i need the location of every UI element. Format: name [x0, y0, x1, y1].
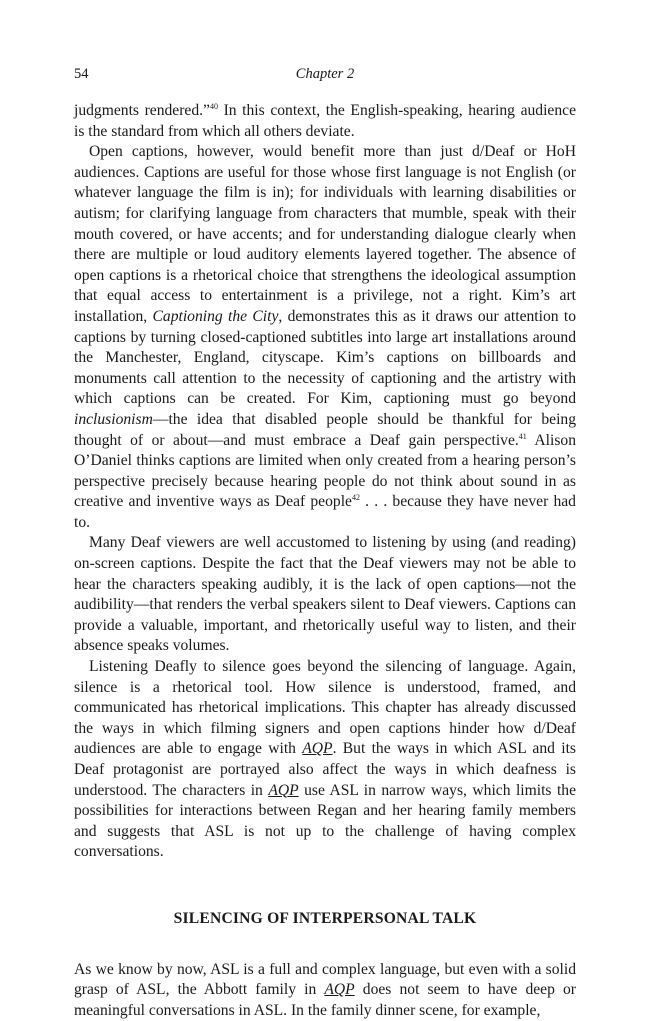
body-text [74, 101, 576, 1021]
paragraph-text: judgments rendered.” [74, 102, 210, 119]
footnote-ref: 42 [351, 493, 360, 503]
film-title: AQP [302, 740, 333, 758]
paragraph-2 [74, 142, 576, 533]
work-title: Captioning the City [152, 307, 279, 325]
paragraph-5 [74, 960, 576, 1021]
paragraph-text: Alison O’Daniel thinks captions are limited when only created from a hearing person’s perspective precisely because hearing people do not think about sound in as creative and inventive ways as Deaf people [74, 431, 576, 511]
page-number: 54 [74, 66, 89, 82]
film-title: AQP [268, 781, 299, 799]
paragraph-text: , demonstrates this as it draws our attention to captions by turning closed-captioned subtitles into large art installations around the Manchester, England, cityscape. Kim’s captions on billboards and monuments call attention to the necessity of captioning and the artistry with which captions can be created. For Kim, captioning must go beyond [74, 307, 576, 408]
paragraph-text: . But the ways in which ASL and its Deaf protagonist are portrayed also affect the ways in which deafness is understood. The characters in [74, 740, 576, 799]
paragraph-text: Open captions, however, would benefit more than just d/Deaf or HoH audiences. Captions are useful for those whose first language is not English (or whatever language the film is in); for individuals with learning disabilities or autism; for clarifying language from characters that mumble, speak with their mouth covered, or have accents; and for understanding dialogue clearly when there are multiple or loud auditory elements layered together. The absence of open captions is a rhetorical choice that strengthens the ideological assumption that equal access to entertainment is a privilege, not a right. Kim’s art installation, [74, 143, 576, 325]
paragraph-text: Many Deaf viewers are well accustomed to listening by using (and reading) on-screen captions. Despite the fact that the Deaf viewers may not be able to hear the characters speaking audibly, it is the lack of open captions—not the audibility—that renders the verbal speakers silent to Deaf viewers. Captions can provide a valuable, important, and rhetorically useful way to listen, and their absence speaks volumes. [74, 534, 576, 655]
paragraph-text: In this context, the English-speaking, hearing audience is the standard from which all others deviate. [74, 102, 576, 140]
paragraph-text: Listening Deafly to silence goes beyond the silencing of language. Again, silence is a rhetorical tool. How silence is understood, framed, and communicated has rhetorical implications. This chapter has already discussed the ways in which filming signers and open captions hinder how d/Deaf audiences are able to engage with [74, 658, 576, 758]
section-heading: SILENCING OF INTERPERSONAL TALK [173, 909, 477, 927]
footnote-ref: 41 [518, 431, 527, 441]
running-head [74, 66, 576, 86]
paragraph-1 [74, 101, 576, 142]
paragraph-3 [74, 533, 576, 657]
paragraph-text: . . . because they have never had to. [74, 493, 576, 531]
paragraph-text: does not seem to have deep or meaningful conversations in ASL. In the family dinner scene, for example, [74, 981, 576, 1019]
paragraph-4 [74, 657, 576, 863]
footnote-ref: 40 [209, 101, 218, 111]
paragraph-text: —the idea that disabled people should be thankful for being thought of or about—and must embrace a Deaf gain perspective. [74, 410, 576, 449]
italic-term: inclusionism [74, 410, 153, 428]
paragraph-text: As we know by now, ASL is a full and complex language, but even with a solid grasp of ASL, the Abbott family in [74, 960, 576, 999]
paragraph-text: use ASL in narrow ways, which limits the possibilities for interactions between Regan and her hearing family members and suggests that ASL is not up to the challenge of having complex conversations. [74, 781, 577, 861]
film-title: AQP [324, 981, 355, 999]
chapter-label: Chapter 2 [295, 66, 355, 82]
